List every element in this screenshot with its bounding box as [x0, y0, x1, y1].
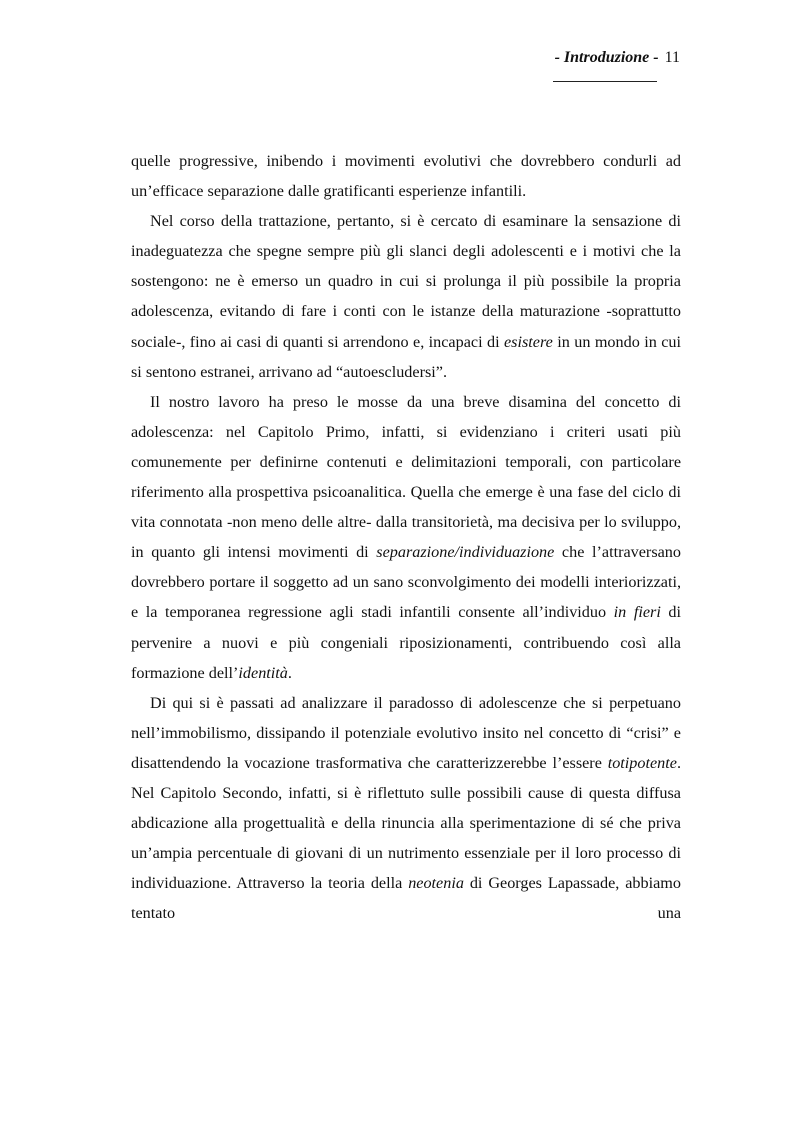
paragraph-text: Di qui si è passati ad analizzare il paradosso di adolescenze che si perpetuano nell’immobilismo, dissipando il potenziale evolutivo insito nel concetto di “crisi” e disattendendo la vocazione trasformativa che caratterizzerebbe l’essere [131, 693, 681, 772]
italic-term: separazione/individuazione [376, 543, 555, 562]
paragraph-text: . Nel Capitolo Secondo, infatti, si è riflettuto sulle possibili cause di questa diffusa abdicazione alla progettualità e della rinuncia alla sperimentazione di sé che priva un’ampia percentuale di giovani di un nutrimento essenziale per il loro processo di individuazione. Attraverso la teoria della [131, 753, 681, 893]
paragraph-4 [131, 688, 681, 929]
paragraph-text: di pervenire a nuovi e più congeniali riposizionamenti, contribuendo così alla formazione dell’ [131, 603, 682, 682]
paragraph-text: in un mondo in cui si sentono estranei, arrivano ad “autoescludersi”. [131, 332, 681, 381]
paragraph-text: Nel corso della trattazione, pertanto, si è cercato di esaminare la sensazione di inadeguatezza che spegne sempre più gli slanci degli adolescenti e i motivi che la sostengono: ne è emerso un quadro in cui si prolunga il più possibile la propria adolescenza, evitando di fare i conti con le istanze della maturazione -soprattutto sociale-, fino ai casi di quanti si arrendono e, incapaci di [131, 212, 681, 351]
paragraph-text: quelle progressive, inibendo i movimenti evolutivi che dovrebbero condurli ad un’efficace separazione dalle gratificanti esperienze infantili. [131, 152, 681, 201]
paragraph-text: Il nostro lavoro ha preso le mosse da una breve disamina del concetto di adolescenza: nel Capitolo Primo, infatti, si evidenziano i criteri usati più comunemente per definirne contenuti e delimitazioni temporali, con particolare riferimento alla prospettiva psicoanalitica. Quella che emerge è una fase del ciclo di vita connotata -non meno delle altre- dalla transitorietà, ma decisiva per lo sviluppo, in quanto gli intensi movimenti di [131, 392, 681, 562]
running-header [540, 46, 680, 86]
header-rule [553, 81, 657, 82]
paragraph-2 [131, 206, 681, 387]
italic-term: in fieri [613, 603, 661, 622]
italic-term: esistere [503, 332, 553, 351]
header-title: - Introduzione - [554, 49, 659, 66]
header-line [540, 46, 680, 70]
italic-term: neotenia [408, 874, 464, 893]
page-number: 11 [664, 49, 680, 66]
paragraph-1 [131, 146, 681, 206]
paragraph-3 [131, 387, 681, 688]
paragraph-text: . [287, 663, 292, 682]
italic-term: identità [238, 663, 288, 682]
body-text [131, 146, 681, 928]
paragraph-text: di Georges Lapassade, abbiamo tentato una [131, 874, 681, 923]
italic-term: totipotente [607, 753, 677, 772]
paragraph-text: che l’attraversano dovrebbero portare il soggetto ad un sano sconvolgimento dei modelli interiorizzati, e la temporanea regressione agli stadi infantili consente all’individuo [131, 543, 681, 622]
